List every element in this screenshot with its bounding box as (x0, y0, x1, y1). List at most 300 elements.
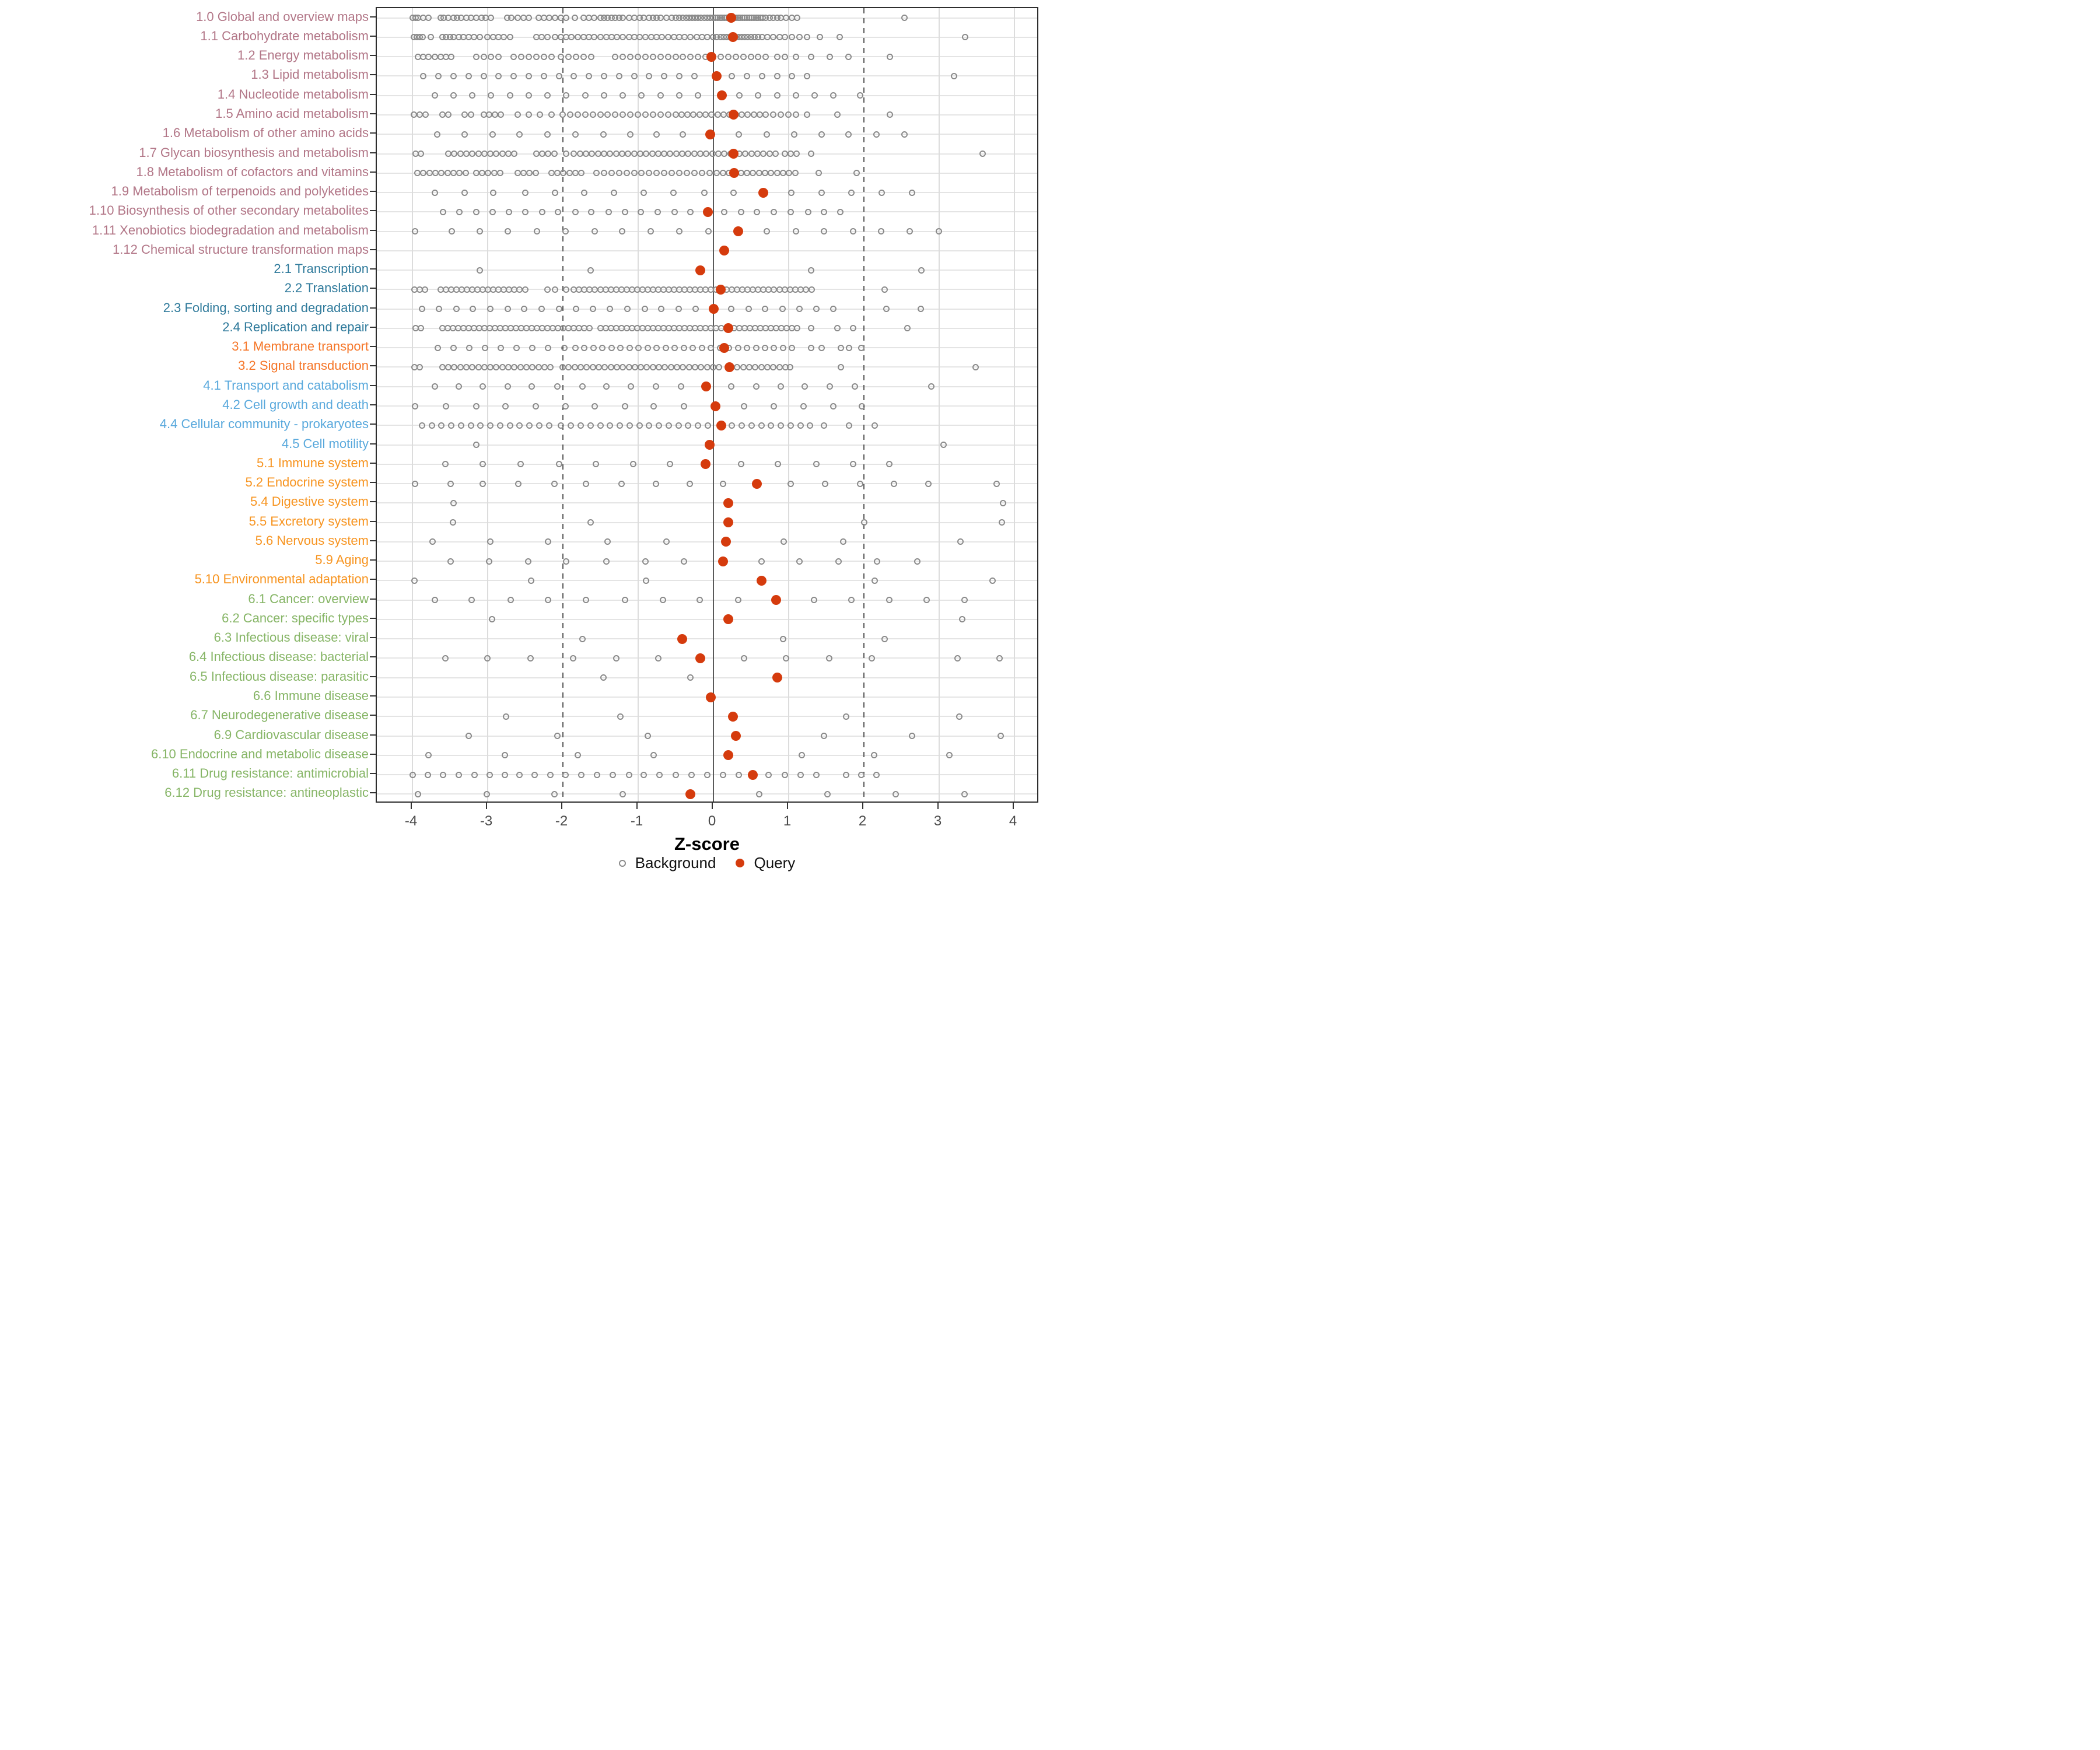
background-point (720, 772, 726, 778)
category-label: 3.2 Signal transduction (238, 358, 369, 373)
background-point (626, 772, 632, 778)
background-point (736, 772, 742, 778)
background-point (972, 364, 979, 370)
background-point (502, 403, 509, 410)
background-point (701, 190, 708, 196)
background-point (587, 267, 594, 274)
background-point (620, 364, 626, 370)
background-point (420, 73, 426, 79)
background-point (636, 422, 643, 429)
background-point (858, 345, 864, 351)
background-point (412, 228, 418, 235)
background-point (511, 150, 517, 157)
category-label: 1.10 Biosynthesis of other secondary metabolites (89, 203, 369, 218)
background-point (502, 772, 508, 778)
background-point (794, 15, 800, 21)
background-point (654, 209, 661, 215)
background-point (653, 131, 660, 138)
background-point (516, 131, 523, 138)
background-point (771, 209, 777, 215)
background-point (456, 170, 463, 176)
background-point (826, 655, 832, 662)
background-point (597, 111, 604, 118)
background-point (586, 73, 592, 79)
background-point (713, 170, 720, 176)
y-tick (370, 132, 376, 134)
background-point (488, 54, 494, 60)
background-point (484, 791, 490, 797)
background-point (419, 306, 425, 312)
background-point (581, 345, 587, 351)
background-point (718, 54, 724, 60)
background-point (425, 752, 432, 758)
background-open-circle-icon (619, 860, 626, 867)
background-point (799, 752, 805, 758)
background-point (758, 364, 765, 370)
category-label: 5.9 Aging (315, 552, 369, 568)
legend-label-query: Query (754, 854, 796, 872)
background-point (635, 54, 641, 60)
background-point (813, 306, 820, 312)
y-tick (370, 559, 376, 561)
category-label: 2.1 Transcription (274, 261, 369, 276)
y-tick (370, 443, 376, 444)
y-tick (370, 249, 376, 250)
background-point (593, 170, 600, 176)
background-point (600, 674, 607, 681)
background-point (728, 306, 734, 312)
background-point (787, 364, 793, 370)
background-point (793, 92, 799, 99)
background-point (811, 92, 818, 99)
background-point (640, 772, 647, 778)
background-point (827, 383, 833, 390)
background-point (432, 597, 438, 603)
y-tick (370, 327, 376, 328)
category-label: 1.2 Energy metabolism (237, 48, 369, 63)
background-point (989, 578, 996, 584)
background-point (625, 150, 631, 157)
background-point (572, 209, 579, 215)
background-point (468, 597, 475, 603)
category-label: 1.8 Metabolism of cofactors and vitamins (136, 164, 369, 179)
background-point (821, 422, 827, 429)
background-point (835, 558, 842, 565)
background-point (695, 54, 701, 60)
background-point (425, 15, 432, 21)
background-point (582, 111, 589, 118)
background-point (435, 345, 441, 351)
category-label: 1.4 Nucleotide metabolism (217, 86, 369, 102)
background-point (808, 267, 814, 274)
background-point (567, 111, 573, 118)
background-point (687, 481, 693, 487)
background-point (473, 170, 480, 176)
background-point (551, 150, 558, 157)
background-point (642, 54, 649, 60)
background-point (655, 655, 662, 662)
background-point (961, 597, 968, 603)
background-point (442, 655, 449, 662)
background-point (657, 92, 664, 99)
background-point (429, 422, 435, 429)
background-point (663, 345, 669, 351)
y-tick (370, 424, 376, 425)
background-point (662, 364, 668, 370)
background-point (622, 209, 628, 215)
background-point (626, 364, 632, 370)
background-point (881, 636, 888, 642)
background-point (533, 403, 539, 410)
background-point (526, 92, 532, 99)
category-label: 2.4 Replication and repair (222, 319, 369, 334)
query-point (728, 32, 738, 42)
background-point (497, 170, 503, 176)
background-point (667, 461, 673, 467)
background-point (450, 519, 456, 526)
background-point (565, 54, 572, 60)
background-point (802, 383, 808, 390)
background-point (642, 306, 648, 312)
background-point (666, 422, 672, 429)
background-point (650, 54, 656, 60)
background-point (738, 422, 745, 429)
background-point (918, 306, 924, 312)
background-point (705, 422, 711, 429)
background-point (676, 422, 682, 429)
background-point (443, 403, 449, 410)
background-point (836, 34, 843, 40)
background-point (473, 54, 480, 60)
background-point (951, 73, 957, 79)
background-point (468, 111, 474, 118)
background-point (678, 383, 684, 390)
background-point (904, 325, 911, 331)
gridline-x-4 (1014, 8, 1015, 802)
background-point (646, 422, 652, 429)
background-point (505, 228, 511, 235)
background-point (753, 383, 760, 390)
x-tick (937, 803, 939, 809)
category-label: 6.10 Endocrine and metabolic disease (150, 746, 369, 761)
background-point (582, 92, 589, 99)
y-tick (370, 113, 376, 114)
query-point (757, 576, 766, 586)
y-tick (370, 715, 376, 716)
y-tick (370, 734, 376, 736)
background-point (566, 170, 573, 176)
category-label: 6.11 Drug resistance: antimicrobial (172, 766, 369, 781)
background-point (507, 422, 513, 429)
query-point (729, 110, 738, 120)
background-point (643, 578, 649, 584)
background-point (575, 111, 581, 118)
background-point (837, 209, 844, 215)
background-point (846, 345, 852, 351)
background-point (419, 422, 425, 429)
query-point (703, 207, 713, 217)
background-point (469, 364, 475, 370)
background-point (503, 713, 509, 720)
category-label: 4.2 Cell growth and death (222, 397, 369, 412)
legend-item-background (619, 854, 716, 872)
background-point (630, 461, 636, 467)
background-point (466, 73, 472, 79)
background-point (813, 461, 820, 467)
background-point (578, 170, 584, 176)
background-point (477, 422, 484, 429)
background-point (850, 325, 856, 331)
background-point (546, 422, 552, 429)
background-point (626, 345, 633, 351)
background-point (579, 636, 586, 642)
background-point (705, 228, 712, 235)
background-point (628, 383, 634, 390)
background-point (774, 170, 780, 176)
query-point (724, 362, 734, 372)
background-point (422, 286, 428, 293)
y-tick (370, 94, 376, 95)
background-point (845, 131, 852, 138)
background-point (797, 772, 804, 778)
background-point (545, 538, 551, 545)
background-point (416, 364, 423, 370)
x-tick (486, 803, 487, 809)
background-point (597, 34, 604, 40)
query-point (771, 595, 781, 605)
background-point (461, 111, 468, 118)
background-point (457, 150, 464, 157)
background-point (607, 422, 613, 429)
background-point (477, 228, 483, 235)
background-point (954, 655, 961, 662)
background-point (663, 538, 670, 545)
background-point (708, 111, 715, 118)
background-point (838, 364, 844, 370)
background-point (469, 92, 475, 99)
background-point (552, 286, 558, 293)
background-point (507, 92, 513, 99)
y-tick (370, 268, 376, 270)
background-point (619, 228, 625, 235)
y-tick (370, 637, 376, 638)
background-point (789, 34, 795, 40)
background-point (544, 131, 551, 138)
background-point (676, 92, 682, 99)
background-point (804, 73, 810, 79)
background-point (451, 150, 457, 157)
background-point (590, 364, 596, 370)
category-label: 3.1 Membrane transport (232, 339, 369, 354)
query-point (721, 537, 731, 547)
background-point (779, 306, 786, 312)
background-point (601, 170, 607, 176)
category-label: 5.10 Environmental adaptation (194, 572, 369, 587)
background-point (544, 34, 551, 40)
background-point (608, 345, 615, 351)
gridline-x--3 (487, 8, 488, 802)
background-point (539, 209, 545, 215)
background-point (746, 306, 752, 312)
background-point (646, 170, 652, 176)
background-point (554, 733, 561, 739)
background-point (774, 73, 780, 79)
background-point (770, 111, 776, 118)
background-point (750, 170, 756, 176)
background-point (613, 655, 620, 662)
background-point (946, 752, 953, 758)
background-point (518, 54, 524, 60)
background-point (741, 655, 747, 662)
background-point (473, 403, 480, 410)
background-point (456, 383, 462, 390)
background-point (475, 150, 482, 157)
background-point (696, 597, 703, 603)
background-point (861, 519, 867, 526)
background-point (774, 54, 780, 60)
background-point (793, 54, 799, 60)
background-point (840, 538, 846, 545)
query-point (719, 246, 729, 256)
background-point (873, 772, 880, 778)
background-point (439, 364, 446, 370)
background-point (907, 228, 913, 235)
background-point (658, 306, 664, 312)
background-point (901, 131, 908, 138)
background-point (608, 364, 614, 370)
y-tick (370, 463, 376, 464)
background-point (522, 209, 528, 215)
background-point (797, 422, 804, 429)
background-point (794, 325, 800, 331)
background-point (830, 403, 836, 410)
background-point (653, 170, 660, 176)
background-point (789, 345, 795, 351)
background-point (782, 150, 788, 157)
background-point (887, 111, 893, 118)
background-point (770, 364, 776, 370)
background-point (650, 111, 656, 118)
background-point (434, 131, 440, 138)
background-point (796, 558, 803, 565)
background-point (872, 422, 878, 429)
background-point (687, 209, 694, 215)
x-tick-label: 2 (858, 813, 867, 829)
background-point (850, 228, 856, 235)
background-point (738, 461, 744, 467)
background-point (721, 209, 727, 215)
background-point (676, 170, 682, 176)
background-point (642, 558, 649, 565)
y-tick (370, 404, 376, 405)
y-tick (370, 210, 376, 211)
background-point (979, 150, 986, 157)
background-point (450, 500, 457, 506)
background-point (572, 131, 579, 138)
background-point (562, 772, 569, 778)
background-point (776, 364, 783, 370)
background-point (859, 403, 865, 410)
background-point (617, 422, 623, 429)
background-point (883, 306, 890, 312)
background-point (845, 54, 852, 60)
background-point (824, 791, 831, 797)
background-point (871, 752, 877, 758)
background-point (793, 228, 799, 235)
background-point (525, 558, 531, 565)
query-point (726, 13, 736, 23)
background-point (649, 150, 656, 157)
background-point (755, 54, 761, 60)
background-point (541, 73, 547, 79)
query-point (772, 673, 782, 682)
background-point (848, 190, 855, 196)
background-point (552, 190, 558, 196)
background-point (444, 170, 451, 176)
background-point (925, 481, 932, 487)
background-point (808, 325, 814, 331)
y-tick (370, 656, 376, 657)
background-point (563, 150, 569, 157)
background-point (645, 345, 651, 351)
background-point (579, 383, 586, 390)
background-point (563, 558, 569, 565)
background-point (457, 364, 464, 370)
background-point (764, 131, 770, 138)
background-point (778, 422, 784, 429)
background-point (488, 92, 494, 99)
background-point (843, 772, 849, 778)
y-tick (370, 365, 376, 366)
background-point (959, 616, 965, 622)
category-label: 2.2 Translation (284, 281, 369, 296)
background-point (789, 73, 795, 79)
background-point (588, 209, 594, 215)
background-point (594, 772, 600, 778)
background-point (559, 111, 566, 118)
background-point (583, 364, 590, 370)
background-point (782, 772, 788, 778)
background-point (681, 345, 687, 351)
category-label: 4.5 Cell motility (281, 436, 369, 451)
query-point (723, 614, 733, 624)
background-point (570, 150, 577, 157)
background-point (668, 170, 675, 176)
background-point (595, 150, 601, 157)
background-point (456, 209, 463, 215)
x-tick (712, 803, 713, 809)
background-point (527, 655, 534, 662)
query-point (695, 265, 705, 275)
background-point (548, 54, 555, 60)
background-point (526, 15, 532, 21)
background-point (891, 481, 897, 487)
background-point (487, 422, 494, 429)
background-point (872, 578, 878, 584)
background-point (733, 54, 739, 60)
background-point (716, 364, 722, 370)
background-point (999, 519, 1005, 526)
background-point (586, 325, 593, 331)
query-point (705, 440, 715, 450)
background-point (751, 111, 757, 118)
background-point (482, 345, 488, 351)
y-tick (370, 230, 376, 231)
y-tick (370, 598, 376, 600)
background-point (646, 73, 652, 79)
background-point (620, 15, 626, 21)
background-point (536, 422, 542, 429)
